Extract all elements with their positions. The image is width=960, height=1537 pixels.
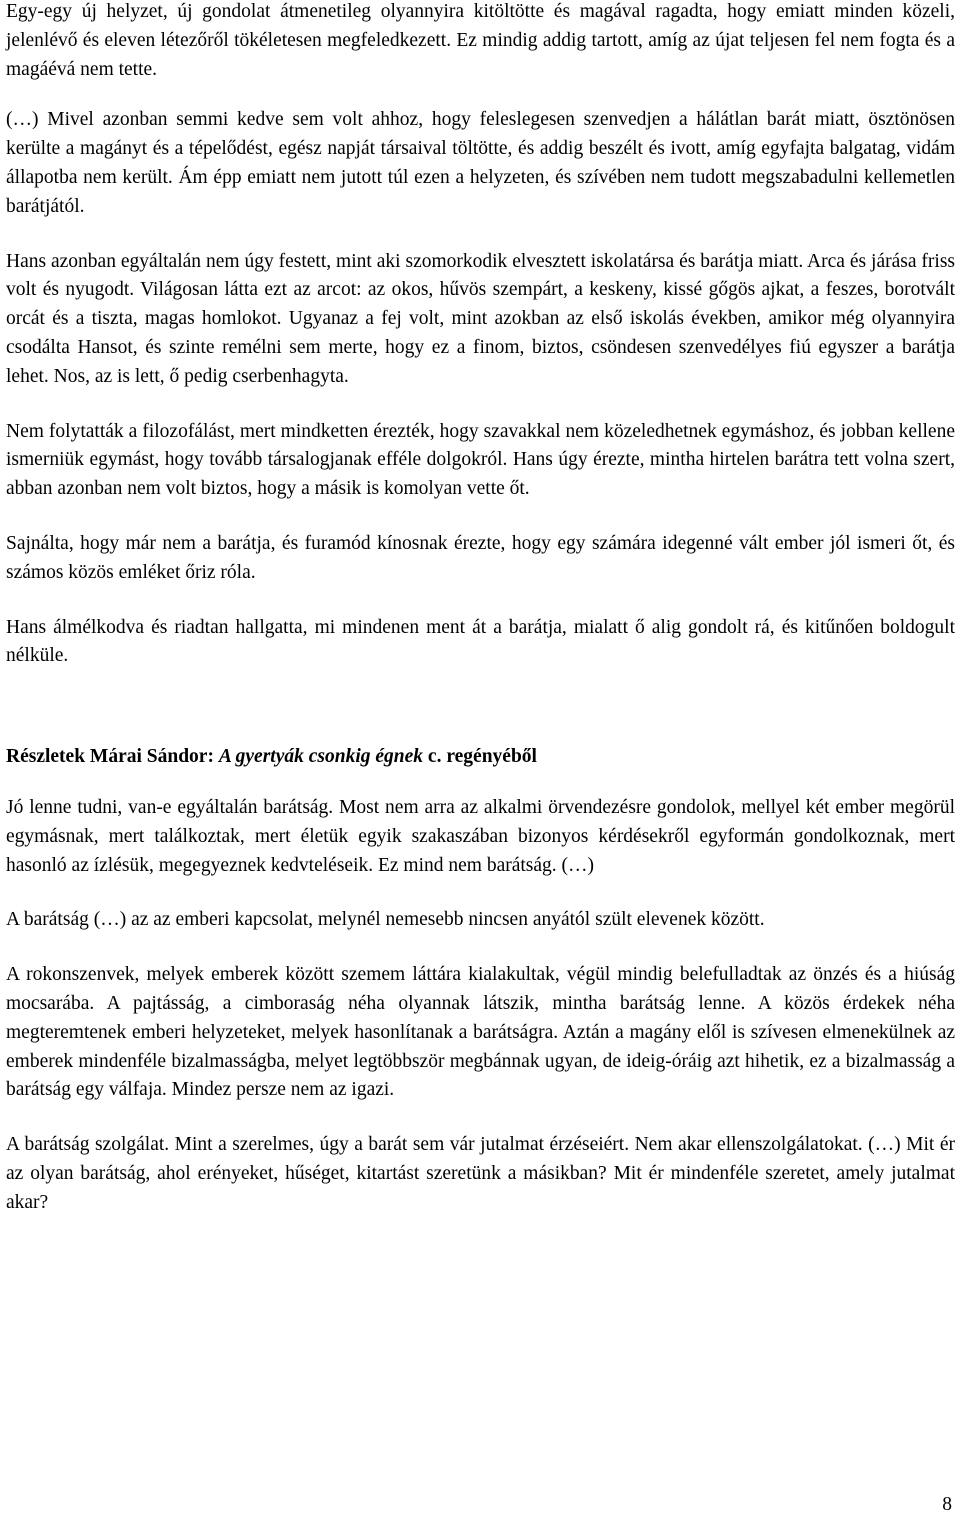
paragraph-5: Sajnálta, hogy már nem a barátja, és furamód kínosnak érezte, hogy egy számára idegenné vált ember jól ismeri őt, és számos közös emléket őriz róla.	[6, 532, 955, 583]
paragraph-9: A rokonszenvek, melyek emberek között szemem láttára kialakultak, végül mindig belefulladtak az önzés és a hiúság mocsarába. A pajtásság, a cimboraság néha olyannak látszik, mintha barátság lenne. A közös érdekek néha megteremtenek emberi helyzeteket, melyek hasonlítanak a barátságra. Aztán a magány elől is szívesen elmenekülnek az emberek mindenféle bizalmasságba, melyet legtöbbször megbánnak ugyan, de ideig-óráig azt hihetik, ez a bizalmasság a barátság egy válfaja. Mindez persze nem az igazi.	[6, 964, 955, 1101]
heading-book-title: A gyertyák csonkig égnek	[218, 746, 424, 768]
paragraph-2: (…) Mivel azonban semmi kedve sem volt ahhoz, hogy feleslegesen szenvedjen a hálátlan barát miatt, ösztönösen kerülte a magányt és a tépelődést, egész napját társaival töltötte, és addig beszélt és ivott, amíg egyfajta balgatag, vidám állapotba nem került. Ám épp emiatt nem jutott túl ezen a helyzeten, és szívében nem tudott megszabadulni kellemetlen barátjától.	[6, 109, 955, 217]
paragraph-8: A barátság (…) az az emberi kapcsolat, melynél nemesebb nincsen anyától szült elevenek között.	[6, 909, 765, 931]
paragraph-6: Hans álmélkodva és riadtan hallgatta, mi mindenen ment át a barátja, mialatt ő alig gondolt rá, és kitűnően boldogult nélküle.	[6, 616, 955, 667]
section-heading	[6, 743, 955, 772]
paragraph-3: Hans azonban egyáltalán nem úgy festett, mint aki szomorkodik elvesztett iskolatársa és barátja miatt. Arca és járása friss volt és nyugodt. Világosan látta ezt az arcot: az okos, hűvös szempárt, a keskeny, kissé gőgös ajkat, a feszes, borotvált orcát és a tiszta, magas homlokot. Ugyanaz a fej volt, mint azokban az első iskolás években, amikor még olyannyira csodálta Hansot, és szinte remélni sem merte, hogy ez a finom, biztos, csöndesen szenvedélyes fiú egyszer a barátja lehet. Nos, az is lett, ő pedig cserbenhagyta.	[6, 250, 955, 387]
paragraph-7: Jó lenne tudni, van-e egyáltalán barátság. Most nem arra az alkalmi örvendezésre gondolok, mellyel két ember megörül egymásnak, mert találkoztak, mert életük egyik szakaszában bizonyos kérdésekről egyformán gondolkoznak, mert hasonló az ízlésük, megegyeznek kedvteléseik. Ez mind nem barátság. (…)	[6, 796, 955, 876]
paragraph-1: Egy-egy új helyzet, új gondolat átmenetileg olyannyira kitöltötte és magával ragadta, hogy emiatt minden közeli, jelenlévő és eleven létezőről tökéletesen megfeledkezett. Ez mindig addig tartott, amíg az újat teljesen fel nem fogta és a magáévá nem tette.	[6, 1, 955, 80]
document-page	[6, 0, 955, 1218]
paragraph-10: A barátság szolgálat. Mint a szerelmes, úgy a barát sem vár jutalmat érzéseiért. Nem akar ellenszolgálatokat. (…) Mit ér az olyan barátság, ahol erényeket, hűséget, kitartást szeretünk a másikban? Mit ér mindenféle szeretet, amely jutalmat akar?	[6, 1134, 955, 1213]
heading-suffix: c. regényéből	[423, 746, 537, 768]
paragraph-4: Nem folytatták a filozofálást, mert mindketten érezték, hogy szavakkal nem közeledhetnek egymáshoz, és jobban kellene ismerniük egymást, hogy tovább társalogjanak efféle dolgokról. Hans úgy érezte, mintha hirtelen barátra tett volna szert, abban azonban nem volt biztos, hogy a másik is komolyan vette őt.	[6, 420, 955, 500]
page-number: 8	[942, 1494, 952, 1515]
heading-prefix: Részletek Márai Sándor:	[6, 746, 219, 768]
